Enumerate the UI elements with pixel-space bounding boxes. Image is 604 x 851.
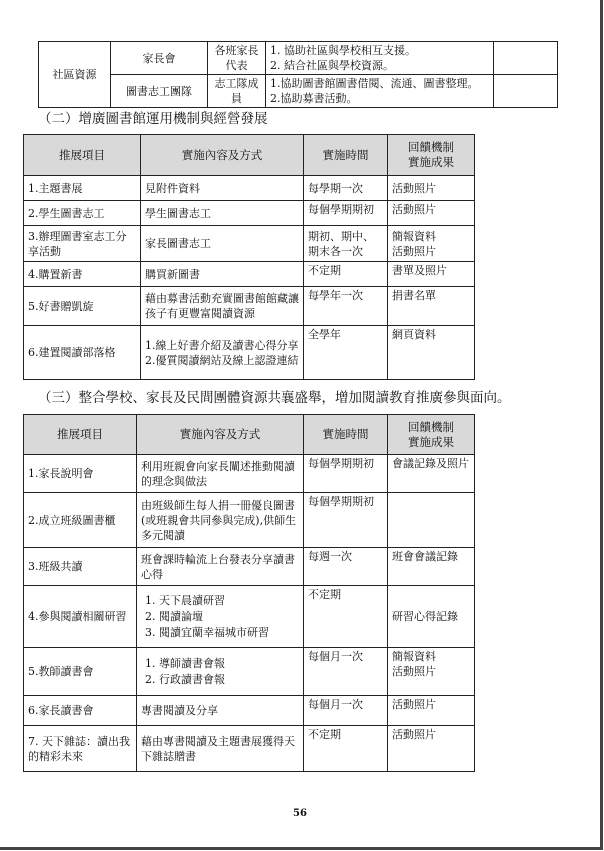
- item-cell: 6.家長讀書會: [24, 696, 137, 726]
- resource-integration-table: [23, 414, 475, 772]
- content-cell: 購買新圖書: [141, 262, 304, 287]
- column-header: 實施內容及方式: [137, 415, 304, 455]
- content-cell: 專書閱讀及分享: [137, 696, 304, 726]
- time-cell: 每個月一次: [304, 648, 388, 696]
- item-cell: 4.購置新書: [24, 262, 141, 287]
- empty-cell: [494, 75, 558, 108]
- content-list: [141, 593, 299, 640]
- column-header: 推展項目: [24, 135, 141, 176]
- item-cell: 2.學生圖書志工: [24, 201, 141, 226]
- item-cell: 6.建置閱讀部落格: [24, 326, 141, 380]
- item-cell: 2.成立班級圖書櫃: [24, 493, 137, 548]
- table-row: [24, 548, 475, 586]
- content-cell: 藉由募書活動充實圖書館館藏讓孩子有更豐富閱讀資源: [141, 287, 304, 326]
- table-row: [24, 262, 475, 287]
- content-list: [141, 656, 299, 687]
- page-number: 56: [293, 808, 307, 819]
- result-cell: 活動照片: [388, 696, 475, 726]
- content-cell: 利用班親會向家長闡述推動閱讀的理念與做法: [137, 455, 304, 493]
- section-2-heading: （二）增廣圖書館運用機制與經營發展: [38, 111, 268, 127]
- content-cell: 學生圖書志工: [141, 201, 304, 226]
- result-cell: 會議記錄及照片: [388, 455, 475, 493]
- column-header: 回饋機制 實施成果: [388, 415, 475, 455]
- table-row: [24, 226, 475, 262]
- item-cell: 3.班級共讀: [24, 548, 137, 586]
- content-cell: [137, 586, 304, 648]
- item-cell: 1.家長說明會: [24, 455, 137, 493]
- list-item: 2. 閱讀論壇: [159, 609, 299, 624]
- table-row: [24, 455, 475, 493]
- column-header: 實施時間: [304, 415, 388, 455]
- result-cell: 班會會議記錄: [388, 548, 475, 586]
- table-row: [39, 75, 558, 108]
- role-cell: 志工隊成員: [208, 75, 266, 108]
- result-cell: 網頁資料: [388, 326, 475, 380]
- content-cell: 藉由專書閱讀及主題書展獲得天下雜誌贈書: [137, 726, 304, 772]
- time-cell: 期初、期中、 期末各一次: [304, 226, 388, 262]
- table-row: [24, 493, 475, 548]
- content-cell: [137, 648, 304, 696]
- community-resources-table: [38, 41, 558, 108]
- tasks-cell: [266, 75, 494, 108]
- list-item: 1. 導師讀書會報: [159, 656, 299, 671]
- role-cell: 各班家長代表: [208, 42, 266, 75]
- item-cell: 4.參與閱讀相關研習: [24, 586, 137, 648]
- time-cell: 每個學期期初: [304, 455, 388, 493]
- task-line: 2.協助募書活動。: [270, 92, 358, 105]
- table-row: [24, 696, 475, 726]
- category-cell: 社區資源: [39, 42, 111, 108]
- table-row: [24, 726, 475, 772]
- list-item: 2. 行政讀書會報: [159, 672, 299, 687]
- column-header: 實施內容及方式: [141, 135, 304, 176]
- item-cell: 5.教師讀書會: [24, 648, 137, 696]
- task-line: 1.協助圖書館圖書借閱、流通、圖書整理。: [270, 77, 479, 90]
- content-cell: 由班級師生每人捐一冊優良圖書(或班親會共同參與完成),供師生多元閱讀: [137, 493, 304, 548]
- time-cell: 全學年: [304, 326, 388, 380]
- result-cell: 簡報資料 活動照片: [388, 648, 475, 696]
- content-cell: 見附件資料: [141, 176, 304, 201]
- content-cell: 1.線上好書介紹及讀書心得分享 2.優質閱讀網站及線上認證連結: [141, 326, 304, 380]
- tasks-cell: [266, 42, 494, 75]
- table-row: [24, 201, 475, 226]
- time-cell: 不定期: [304, 726, 388, 772]
- column-header: 實施時間: [304, 135, 388, 176]
- column-header: 推展項目: [24, 415, 137, 455]
- group-cell: 圖書志工團隊: [111, 75, 208, 108]
- result-cell: 研習心得記錄: [388, 586, 475, 648]
- table-header-row: [24, 135, 475, 176]
- table-header-row: [24, 415, 475, 455]
- time-cell: 每個學期期初: [304, 493, 388, 548]
- time-cell: 每學期一次: [304, 176, 388, 201]
- item-cell: 3.辦理圖書室志工分享活動: [24, 226, 141, 262]
- task-line: 1. 協助社區與學校相互支援。: [270, 44, 416, 57]
- content-cell: 班會課時輪流上台發表分享讀書心得: [137, 548, 304, 586]
- table-row: [24, 287, 475, 326]
- task-line: 2. 結合社區與學校資源。: [270, 59, 394, 72]
- table-row: [24, 326, 475, 380]
- item-cell: 5.好書贈凱旋: [24, 287, 141, 326]
- column-header: 回饋機制 實施成果: [388, 135, 475, 176]
- result-cell: [388, 493, 475, 548]
- time-cell: 每週一次: [304, 548, 388, 586]
- time-cell: 每學年一次: [304, 287, 388, 326]
- time-cell: 不定期: [304, 586, 388, 648]
- result-cell: 書單及照片: [388, 262, 475, 287]
- table-row: [39, 42, 558, 75]
- content-cell: 家長圖書志工: [141, 226, 304, 262]
- list-item: 1. 天下晨讀研習: [159, 593, 299, 608]
- empty-cell: [494, 42, 558, 75]
- item-cell: 1.主題書展: [24, 176, 141, 201]
- result-cell: 活動照片: [388, 201, 475, 226]
- result-cell: 捐書名單: [388, 287, 475, 326]
- table-row: [24, 648, 475, 696]
- item-cell: 7. 天下雜誌：讀出我的精彩未來: [24, 726, 137, 772]
- table-row: [24, 586, 475, 648]
- list-item: 3. 閱讀宜蘭幸福城市研習: [159, 625, 299, 640]
- time-cell: 每個學期期初: [304, 201, 388, 226]
- time-cell: 每個月一次: [304, 696, 388, 726]
- section-3-heading: （三）整合學校、家長及民間團體資源共襄盛舉，增加閱讀教育推廣參與面向。: [38, 390, 511, 406]
- result-cell: 簡報資料 活動照片: [388, 226, 475, 262]
- result-cell: 活動照片: [388, 176, 475, 201]
- time-cell: 不定期: [304, 262, 388, 287]
- table-row: [24, 176, 475, 201]
- group-cell: 家長會: [111, 42, 208, 75]
- library-operation-table: [23, 134, 475, 380]
- result-cell: 活動照片: [388, 726, 475, 772]
